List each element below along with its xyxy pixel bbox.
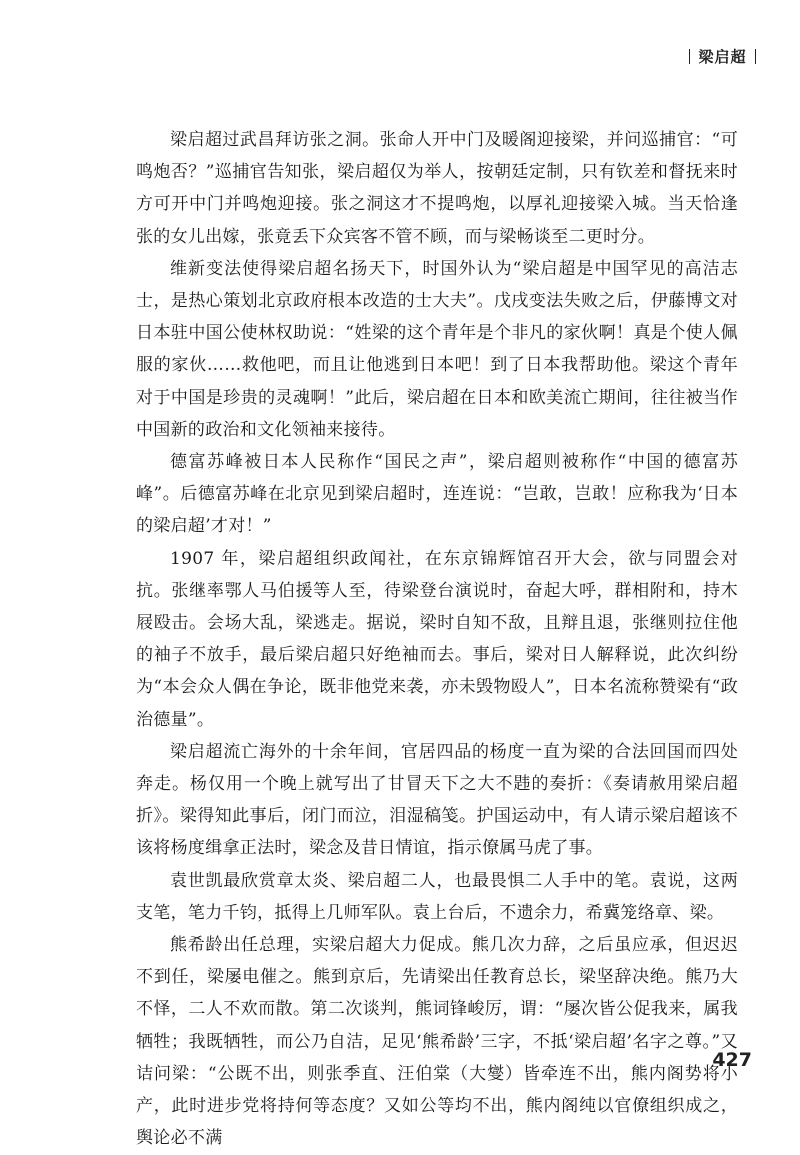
- paragraph-xiong-xiling: 熊希龄出任总理，实梁启超大力促成。熊几次力辞，之后虽应承，但迟迟不到任，梁屡电催之。熊到京后，先请梁出任教育总长，梁坚辞决绝。熊乃大不怿，二人不欢而散。第二次谈判，熊词锋峻厉，谓：“屡次皆公促我来，属我牺牲；我既牺牲，而公乃自洁，足见‘熊希龄’三字，不抵‘梁启超’名字之尊。”又诘问梁：“公既不出，则张季直、汪伯棠（大燮）皆牵连不出，熊内阁势将小产，此时进步党将持何等态度？又如公等均不出，熊内阁纯以官僚组织成之，舆论必不满: [136, 935, 738, 1149]
- running-header: [689, 46, 756, 67]
- body-text: [136, 124, 738, 1155]
- paragraph-zhang-zhidong: 梁启超过武昌拜访张之洞。张命人开中门及暖阁迎接梁，并问巡捕官：“可鸣炮否？”巡捕官告知张，梁启超仅为举人，按朝廷定制，只有钦差和督抚来时方可开中门并鸣炮迎接。张之洞这才不提鸣炮，以厚礼迎接梁入城。当天恰逢张的女儿出嫁，张竟丢下众宾客不管不顾，而与梁畅谈至二更时分。: [136, 130, 738, 247]
- paragraph-yuan-shikai: 袁世凯最欣赏章太炎、梁启超二人，也最畏惧二人手中的笔。袁说，这两支笔，笔力千钧，抵得上几师军队。袁上台后，不遗余力，希冀笼络章、梁。: [136, 870, 738, 923]
- running-title: 梁启超: [698, 48, 747, 66]
- header-right-rule: [755, 49, 757, 64]
- paragraph-1907-meeting: 1907 年，梁启超组织政闻社，在东京锦辉馆召开大会，欲与同盟会对抗。张继率鄂人马伯援等人至，待梁登台演说时，奋起大呼，群相附和，持木屐殴击。会场大乱，梁逃走。据说，梁时自知不敌，且辩且退，张继则拉住他的袖子不放手，最后梁启超只好绝袖而去。事后，梁对日人解释说，此次纠纷为“本会众人偶在争论，既非他党来袭，亦未毁物殴人”，日本名流称赞梁有“政治德量”。: [136, 548, 738, 730]
- header-left-rule: [689, 49, 691, 64]
- page-number: 427: [712, 1049, 752, 1071]
- paragraph-reform-fame: 维新变法使得梁启超名扬天下，时国外认为“梁启超是中国罕见的高洁志士，是热心策划北京政府根本改造的士大夫”。戊戌变法失败之后，伊藤博文对日本驻中国公使林权助说：“姓梁的这个青年是个非凡的家伙啊！真是个使人佩服的家伙……救他吧，而且让他逃到日本吧！到了日本我帮助他。梁这个青年对于中国是珍贵的灵魂啊！”此后，梁启超在日本和欧美流亡期间，往往被当作中国新的政治和文化领袖来接待。: [136, 258, 738, 440]
- paragraph-tokutomi-soho: 德富苏峰被日本人民称作“国民之声”，梁启超则被称作“中国的德富苏峰”。后德富苏峰在北京见到梁启超时，连连说：“岂敢，岂敢！应称我为‘日本的梁启超’才对！”: [136, 452, 738, 537]
- paragraph-yang-du: 梁启超流亡海外的十余年间，官居四品的杨度一直为梁的合法回国而四处奔走。杨仅用一个晚上就写出了甘冒天下之大不韪的奏折：《奏请赦用梁启超折》。梁得知此事后，闭门而泣，泪湿稿笺。护国运动中，有人请示梁启超该不该将杨度缉拿正法时，梁念及昔日情谊，指示僚属马虎了事。: [136, 741, 738, 859]
